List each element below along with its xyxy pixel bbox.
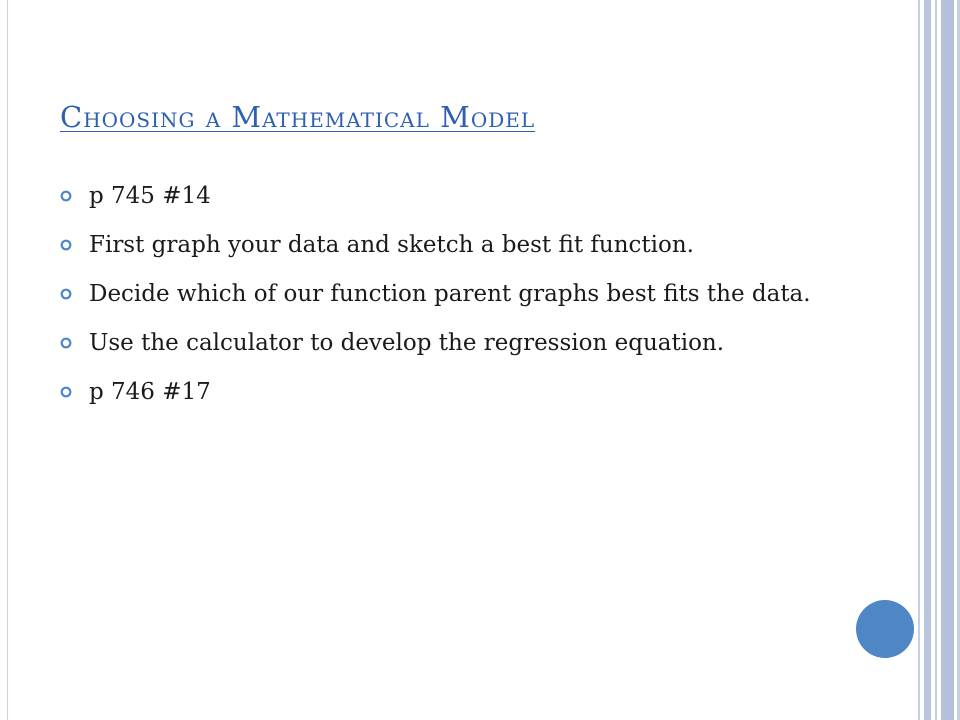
ring-bullet-icon (60, 288, 72, 300)
bullet-text: p 745 #14 (89, 183, 211, 209)
bullet-text: Decide which of our function parent graphs best fits the data. (89, 281, 811, 307)
left-border-line (7, 0, 8, 720)
bullet-item (60, 327, 820, 359)
bullet-text: First graph your data and sketch a best fit function. (89, 232, 694, 258)
bullet-text: p 746 #17 (89, 379, 211, 405)
ring-bullet-icon (60, 190, 72, 202)
bullet-item (60, 180, 820, 212)
accent-circle (856, 600, 914, 658)
bullet-item (60, 229, 820, 261)
ring-bullet-icon (60, 337, 72, 349)
ring-bullet-icon (60, 386, 72, 398)
bullet-item (60, 278, 820, 310)
bullet-list (60, 180, 820, 425)
ring-bullet-icon (60, 239, 72, 251)
bullet-item (60, 376, 820, 408)
slide-title: Choosing a Mathematical Model (60, 100, 536, 134)
band-stripe (935, 0, 937, 720)
bullet-text: Use the calculator to develop the regression equation. (89, 330, 725, 356)
band-stripe (924, 0, 931, 720)
band-stripe (918, 0, 920, 720)
band-stripe (941, 0, 954, 720)
